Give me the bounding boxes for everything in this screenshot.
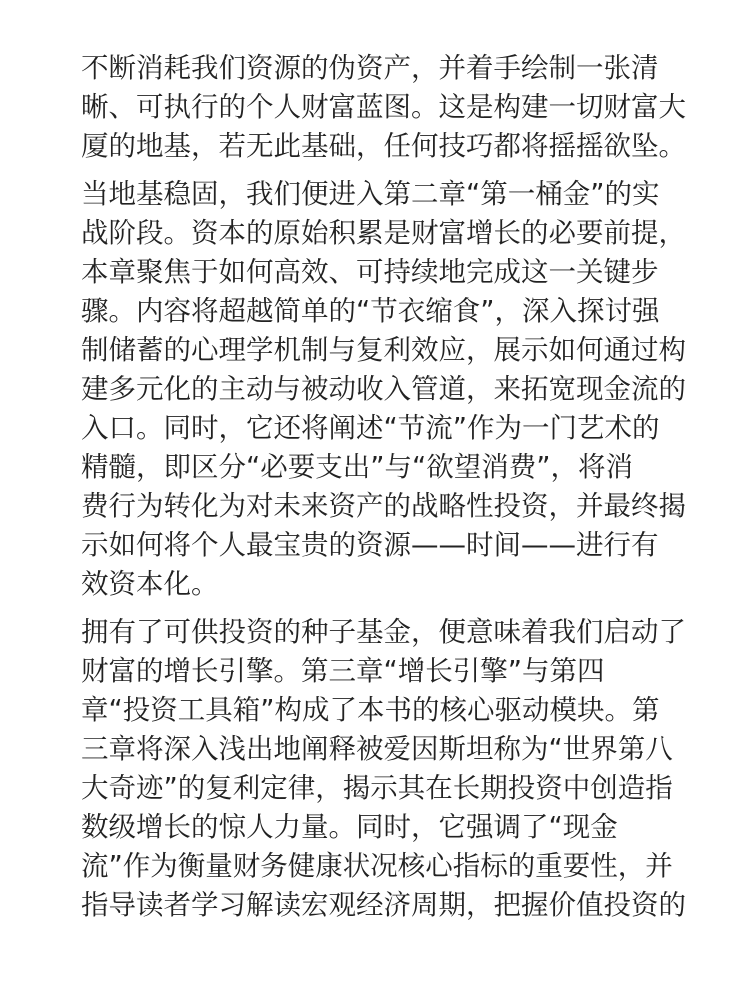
text-line: 骤。内容将超越简单的“节衣缩食”，深入探讨强 (81, 295, 660, 327)
text-line: 建多元化的主动与被动收入管道，来拓宽现金流的 (81, 373, 686, 405)
text-line: 不断消耗我们资源的伪资产，并着手绘制一张清 (81, 52, 659, 84)
text-line: 晰、可执行的个人财富蓝图。这是构建一切财富大 (81, 91, 686, 123)
text-line: 当地基稳固，我们便进入第二章“第一桶金”的实 (81, 178, 660, 210)
text-line: 流”作为衡量财务健康状况核心指标的重要性，并 (81, 850, 673, 882)
text-line: 本章聚焦于如何高效、可持续地完成这一关键步 (81, 256, 659, 288)
text-line: 制储蓄的心理学机制与复利效应，展示如何通过构 (81, 334, 686, 366)
text-line: 入口。同时，它还将阐述“节流”作为一门艺术的 (81, 412, 660, 444)
paragraph-gap (81, 604, 690, 613)
text-line: 精髓，即区分“必要支出”与“欲望消费”，将消 (81, 451, 633, 483)
text-line: 效资本化。 (81, 568, 219, 600)
text-line: 战阶段。资本的原始积累是财富增长的必要前提， (81, 217, 686, 249)
text-line: 章“投资工具箱”构成了本书的核心驱动模块。第 (81, 694, 660, 726)
paragraph-gap (81, 166, 690, 175)
text-line: 拥有了可供投资的种子基金，便意味着我们启动了 (81, 616, 686, 648)
text-line: 财富的增长引擎。第三章“增长引擎”与第四 (81, 655, 605, 687)
paragraph-2 (81, 175, 690, 604)
paragraph-3 (81, 613, 690, 925)
text-line: 三章将深入浅出地阐释被爱因斯坦称为“世界第八 (81, 733, 673, 765)
text-line: 示如何将个人最宝贵的资源——时间——进行有 (81, 529, 659, 561)
text-line: 数级增长的惊人力量。同时，它强调了“现金 (81, 811, 618, 843)
text-line: 费行为转化为对未来资产的战略性投资，并最终揭 (81, 490, 686, 522)
text-line: 指导读者学习解读宏观经济周期，把握价值投资的 (81, 889, 686, 921)
paragraph-1 (81, 49, 690, 166)
text-line: 大奇迹”的复利定律，揭示其在长期投资中创造指 (81, 772, 673, 804)
text-line: 厦的地基，若无此基础，任何技巧都将摇摇欲坠。 (81, 130, 686, 162)
